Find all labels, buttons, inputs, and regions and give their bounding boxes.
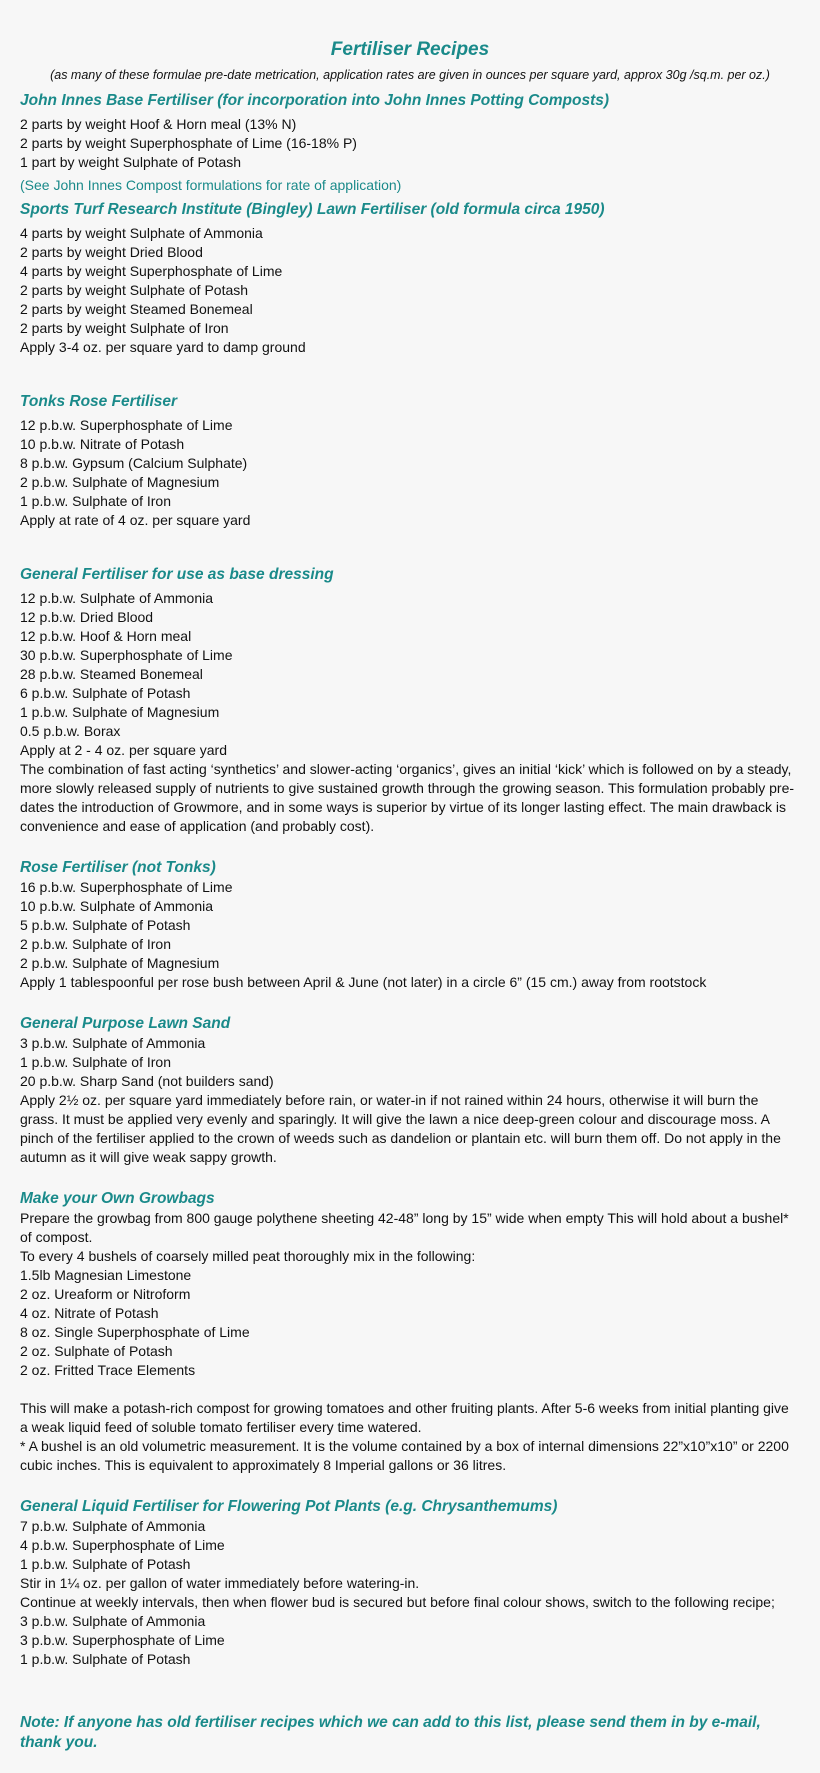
list-item: 10 p.b.w. Sulphate of Ammonia <box>20 898 214 914</box>
section-heading: Rose Fertiliser (not Tonks) <box>20 859 216 876</box>
list-item: 1.5lb Magnesian Limestone <box>20 1267 192 1283</box>
section-heading: Make your Own Growbags <box>20 1190 215 1207</box>
list-item: 12 p.b.w. Sulphate of Ammonia <box>20 590 214 606</box>
section-note: (See John Innes Compost formulations for rate of application) <box>20 177 402 193</box>
list-item: 8 oz. Single Superphosphate of Lime <box>20 1324 250 1340</box>
section-tonks-rose <box>20 392 800 530</box>
list-item: 2 oz. Fritted Trace Elements <box>20 1362 196 1378</box>
list-item: 4 p.b.w. Superphosphate of Lime <box>20 1537 225 1553</box>
section-paragraph: This will make a potash-rich compost for growing tomatoes and other fruiting plants. After 5-6 weeks from initial planting give a weak liquid feed of soluble tomato fertiliser every time watered. <box>20 1400 789 1435</box>
section-paragraph: Apply 2½ oz. per square yard immediately before rain, or water-in if not rained within 24 hours, otherwise it will burn the grass. It must be applied very evenly and sparingly. It will give the lawn a nice deep-green colour and discourage moss. A pinch of the fertiliser applied to the crown of weeds such as dandelion or plantain etc. will burn them off. Do not apply in the autumn as it will give weak sappy growth. <box>20 1092 781 1165</box>
list-item: 1 p.b.w. Sulphate of Potash <box>20 1556 191 1572</box>
list-item: 2 oz. Sulphate of Potash <box>20 1343 173 1359</box>
list-item: 28 p.b.w. Steamed Bonemeal <box>20 666 203 682</box>
section-heading: General Fertiliser for use as base dressing <box>20 566 334 583</box>
list-item: Apply at rate of 4 oz. per square yard <box>20 512 251 528</box>
list-item: 2 parts by weight Sulphate of Potash <box>20 282 249 298</box>
list-item: Apply at 2 - 4 oz. per square yard <box>20 742 227 758</box>
section-paragraph: Continue at weekly intervals, then when flower bud is secured but before final colour shows, switch to the following recipe; <box>20 1594 775 1610</box>
list-item: 8 p.b.w. Gypsum (Calcium Sulphate) <box>20 455 248 471</box>
section-heading: Tonks Rose Fertiliser <box>20 393 178 410</box>
list-item: 2 parts by weight Sulphate of Iron <box>20 320 229 336</box>
section-john-innes <box>20 91 800 195</box>
list-item: 1 p.b.w. Sulphate of Potash <box>20 1651 191 1667</box>
list-item: 1 p.b.w. Sulphate of Magnesium <box>20 704 220 720</box>
page-subtitle: (as many of these formulae pre-date metrication, application rates are given in ounces per square yard, approx 30g /sq.m. per oz.) <box>50 68 770 82</box>
section-heading: John Innes Base Fertiliser (for incorporation into John Innes Potting Composts) <box>20 92 610 109</box>
list-item: 2 p.b.w. Sulphate of Magnesium <box>20 474 220 490</box>
list-item: 2 parts by weight Dried Blood <box>20 244 203 260</box>
list-item: Apply 3-4 oz. per square yard to damp ground <box>20 339 306 355</box>
section-general-base <box>20 565 800 836</box>
section-rose-not-tonks <box>20 858 800 992</box>
list-item: 7 p.b.w. Sulphate of Ammonia <box>20 1518 206 1534</box>
list-item: 5 p.b.w. Sulphate of Potash <box>20 917 191 933</box>
section-heading: General Liquid Fertiliser for Flowering Pot Plants (e.g. Chrysanthemums) <box>20 1498 558 1515</box>
list-item: 2 parts by weight Hoof & Horn meal (13% N) <box>20 116 297 132</box>
list-item: 12 p.b.w. Dried Blood <box>20 609 154 625</box>
list-item: 2 parts by weight Superphosphate of Lime (16-18% P) <box>20 135 357 151</box>
list-item: 3 p.b.w. Sulphate of Ammonia <box>20 1613 206 1629</box>
list-item: 20 p.b.w. Sharp Sand (not builders sand) <box>20 1073 274 1089</box>
list-item: 1 p.b.w. Sulphate of Iron <box>20 493 171 509</box>
list-item: 2 p.b.w. Sulphate of Iron <box>20 936 171 952</box>
list-item: 2 oz. Ureaform or Nitroform <box>20 1286 191 1302</box>
section-growbags <box>20 1189 800 1475</box>
section-footnote: * A bushel is an old volumetric measurement. It is the volume contained by a box of internal dimensions 22”x10”x10” or 2200 cubic inches. This is equivalent to approximately 8 Imperial gallons or 36 litres. <box>20 1438 789 1473</box>
list-item: 2 p.b.w. Sulphate of Magnesium <box>20 955 220 971</box>
section-intro: Prepare the growbag from 800 gauge polythene sheeting 42-48” long by 15” wide when empty This will hold about a bushel* of compost. <box>20 1210 789 1245</box>
list-item: Stir in 1¼ oz. per gallon of water immediately before watering-in. <box>20 1575 420 1591</box>
list-item: 16 p.b.w. Superphosphate of Lime <box>20 879 233 895</box>
section-sports-turf <box>20 200 800 357</box>
list-item: 6 p.b.w. Sulphate of Potash <box>20 685 191 701</box>
page-title: Fertiliser Recipes <box>330 39 490 60</box>
list-item: 10 p.b.w. Nitrate of Potash <box>20 436 185 452</box>
list-item: 12 p.b.w. Superphosphate of Lime <box>20 417 233 433</box>
list-item: 1 p.b.w. Sulphate of Iron <box>20 1054 171 1070</box>
list-item: Apply 1 tablespoonful per rose bush between April & June (not later) in a circle 6” (15 cm.) away from rootstock <box>20 974 707 990</box>
section-paragraph: The combination of fast acting ‘synthetics’ and slower-acting ‘organics’, gives an initial ‘kick’ which is followed on by a steady, more slowly released supply of nutrients to give sustained growth through the growing season. This formulation probably pre-dates the introduction of Growmore, and in some ways is superior by virtue of its longer lasting effect. The main drawback is convenience and ease of application (and probably cost). <box>20 761 795 834</box>
list-item: 4 parts by weight Sulphate of Ammonia <box>20 225 263 241</box>
list-item: 3 p.b.w. Superphosphate of Lime <box>20 1632 225 1648</box>
list-item: 0.5 p.b.w. Borax <box>20 723 121 739</box>
list-item: 3 p.b.w. Sulphate of Ammonia <box>20 1035 206 1051</box>
closing-note: Note: If anyone has old fertiliser recipes which we can add to this list, please send them in by e-mail, thank you. <box>20 1714 761 1751</box>
list-item: 4 oz. Nitrate of Potash <box>20 1305 159 1321</box>
list-item: 30 p.b.w. Superphosphate of Lime <box>20 647 233 663</box>
section-heading: General Purpose Lawn Sand <box>20 1015 231 1032</box>
section-liquid-fertiliser <box>20 1497 800 1669</box>
list-item: 2 parts by weight Steamed Bonemeal <box>20 301 253 317</box>
section-mix-instructions: To every 4 bushels of coarsely milled peat thoroughly mix in the following: <box>20 1248 476 1264</box>
list-item: 12 p.b.w. Hoof & Horn meal <box>20 628 192 644</box>
section-lawn-sand <box>20 1014 800 1167</box>
list-item: 1 part by weight Sulphate of Potash <box>20 154 242 170</box>
list-item: 4 parts by weight Superphosphate of Lime <box>20 263 283 279</box>
section-heading: Sports Turf Research Institute (Bingley) Lawn Fertiliser (old formula circa 1950) <box>20 201 605 218</box>
